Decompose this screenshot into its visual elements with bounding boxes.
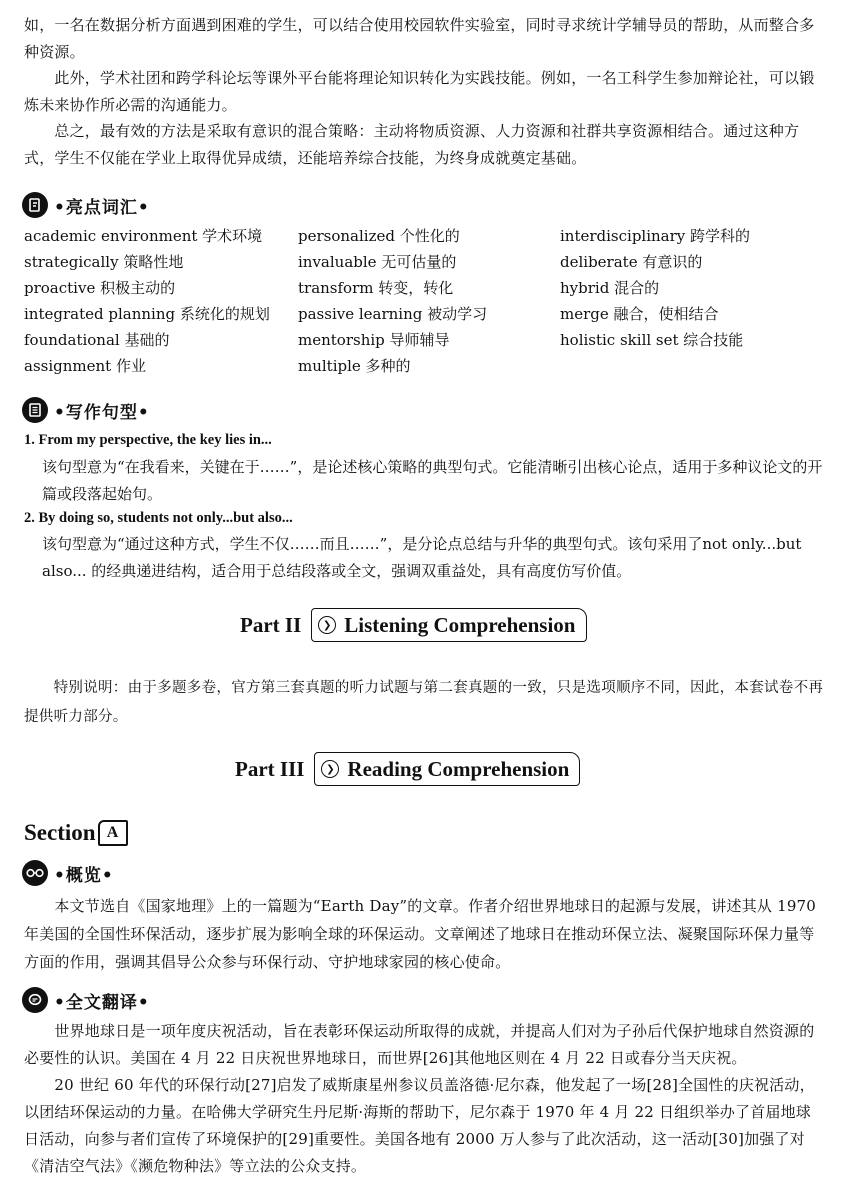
vocab-item: proactive 积极主动的 [24,279,176,297]
part3-label: Part III [235,756,305,781]
chevron-right-icon: ❯ [318,616,336,634]
translation-heading-text: •全文翻译• [54,992,150,1013]
overview-heading [22,858,114,888]
translation-paragraph-1: 世界地球日是一项年度庆祝活动，旨在表彰环保运动所取得的成就，并提高人们对为子孙后代保护地球自然资源的必要性的认识。美国在 4 月 22 日庆祝世界地球日，而世界[26]其他地区则在 4 月 22 日或春分当天庆祝。 [24,1022,815,1067]
vocab-heading [22,190,150,220]
vocab-item: deliberate 有意识的 [560,253,703,271]
section-letter: A [98,820,128,846]
vocab-item: interdisciplinary 跨学科的 [560,227,751,245]
sentence-heading [22,395,150,425]
vocab-item: mentorship 导师辅导 [298,331,450,349]
chevron-right-icon: ❯ [321,760,339,778]
part2-label: Part II [240,612,302,637]
sentence-heading-text: •写作句型• [54,402,150,423]
chat-bubble-icon [22,987,48,1013]
translation-paragraph-2: 20 世纪 60 年代的环保行动[27]启发了威斯康星州参议员盖洛德·尼尔森，他发起了一场[28]全国性的庆祝活动，以团结环保运动的力量。在哈佛大学研究生丹尼斯·海斯的帮助下，尼尔森于 1970 年 4 月 22 日组织举办了首届地球日活动，向参与者们宣传了环境保护的[29]重要性。美国各地有 2000 万人参与了此次活动，这一活动[30]加强了对《清洁空气法》《濒危物种法》等立法的公众支持。 [24,1076,815,1175]
vocab-item: integrated planning 系统化的规划 [24,305,270,323]
vocab-heading-text: •亮点词汇• [54,197,150,218]
vocab-item: foundational 基础的 [24,331,170,349]
vocab-column-3 [560,223,750,353]
part3-header [235,752,580,786]
sentence-item-body-2: 该句型意为“通过这种方式，学生不仅……而且……”，是分论点总结与升华的典型句式。该句采用了not only...but also... 的经典递进结构，适合用于总结段落或全文，强调双重益处，具有高度仿写价值。 [42,535,802,580]
vocab-item: holistic skill set 综合技能 [560,331,744,349]
vocab-column-1 [24,223,270,379]
vocab-item: passive learning 被动学习 [298,305,488,323]
vocab-item: strategically 策略性地 [24,253,184,271]
vocab-item: transform 转变，转化 [298,279,454,297]
vocab-item: invaluable 无可估量的 [298,253,457,271]
vocab-item: academic environment 学术环境 [24,227,263,245]
translation-heading [22,985,150,1015]
sentence-item-title-1: 1. From my perspective, the key lies in... [24,432,272,448]
sentence-item-body-1: 该句型意为“在我看来，关键在于……”，是论述核心策略的典型句式。它能清晰引出核心论点，适用于多种议论文的开篇或段落起始句。 [42,458,823,503]
intro-paragraph-1: 如，一名在数据分析方面遇到困难的学生，可以结合使用校园软件实验室，同时寻求统计学辅导员的帮助，从而整合多种资源。 [24,16,815,61]
vocab-column-2 [298,223,487,379]
vocab-icon [22,192,48,218]
section-title [24,820,128,846]
vocab-item: multiple 多种的 [298,357,411,375]
part2-title-box [311,608,586,642]
part2-title: Listening Comprehension [344,612,576,637]
listening-note: 特别说明：由于多题多卷，官方第三套真题的听力试题与第二套真题的一致，只是选项顺序不同，因此，本套试卷不再提供听力部分。 [24,680,824,725]
part3-title: Reading Comprehension [347,756,570,781]
vocab-item: merge 融合，使相结合 [560,305,719,323]
overview-body: 本文节选自《国家地理》上的一篇题为“Earth Day”的文章。作者介绍世界地球日的起源与发展，讲述其从 1970 年美国的全国性环保活动，逐步扩展为影响全球的环保运动。文章阐述了地球日在推动环保立法、凝聚国际环保力量等方面的作用，强调其倡导公众参与环保行动、守护地球家园的核心使命。 [24,897,817,971]
sentence-item-title-2: 2. By doing so, students not only...but also... [24,510,293,526]
notebook-icon [22,397,48,423]
part2-header [240,608,587,642]
vocab-item: hybrid 混合的 [560,279,660,297]
overview-heading-text: •概览• [54,865,114,886]
intro-paragraph-2: 此外，学术社团和跨学科论坛等课外平台能将理论知识转化为实践技能。例如，一名工科学生参加辩论社，可以锻炼未来协作所必需的沟通能力。 [24,69,815,114]
glasses-icon [22,860,48,886]
intro-paragraph-3: 总之，最有效的方法是采取有意识的混合策略：主动将物质资源、人力资源和社群共享资源相结合。通过这种方式，学生不仅能在学业上取得优异成绩，还能培养综合技能，为终身成就奠定基础。 [24,122,800,167]
section-word: Section [24,820,96,845]
vocab-item: personalized 个性化的 [298,227,460,245]
vocab-item: assignment 作业 [24,357,146,375]
part3-title-box [314,752,580,786]
